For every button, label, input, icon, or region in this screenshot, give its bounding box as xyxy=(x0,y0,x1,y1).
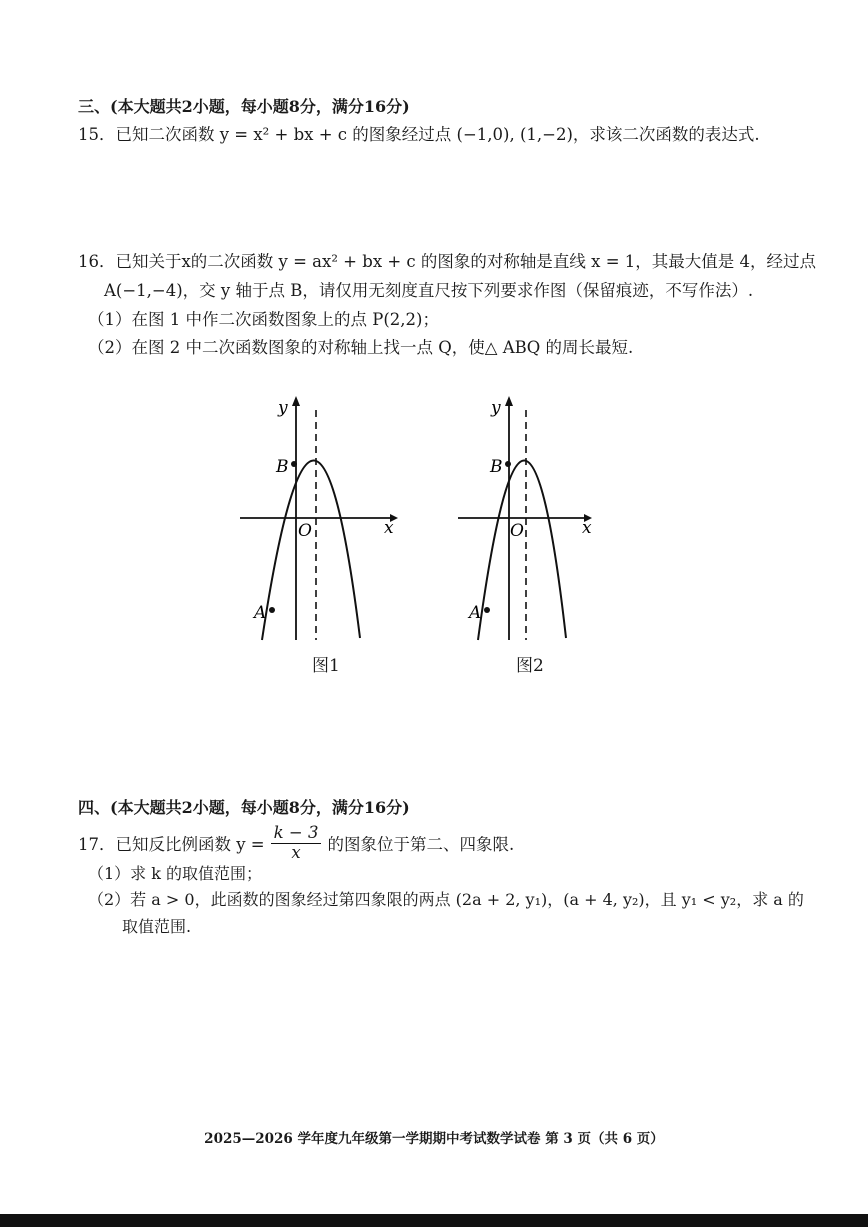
origin-label: O xyxy=(510,521,524,541)
page-footer: 2025—2026 学年度九年级第一学期期中考试数学试卷 第 3 页（共 6 页） xyxy=(204,1131,664,1147)
point-b-dot xyxy=(291,461,297,467)
question-17-prefix: 17．已知反比例函数 y = xyxy=(78,835,265,855)
point-a-label: A xyxy=(469,603,482,623)
section-three-header: 三、(本大题共2小题，每小题8分，满分16分) xyxy=(78,97,410,116)
question-16-line-1: 16．已知关于x的二次函数 y = ax² + bx + c 的图象的对称轴是直线 x = 1，其最大值是 4，经过点 xyxy=(78,252,817,271)
figure-2-caption: 图2 xyxy=(516,656,544,676)
fraction xyxy=(271,824,322,863)
y-axis-arrow xyxy=(505,396,513,406)
point-b-dot xyxy=(505,461,511,467)
point-b-label: B xyxy=(276,457,289,477)
question-17-line xyxy=(78,824,514,863)
question-17-part-1: （1）求 k 的取值范围； xyxy=(88,864,263,883)
point-b-label: B xyxy=(490,457,503,477)
fraction-denominator: x xyxy=(291,842,301,862)
y-axis-label: y xyxy=(491,398,501,418)
question-16-part-1: （1）在图 1 中作二次函数图象上的点 P(2,2)； xyxy=(88,310,439,329)
question-16-line-2: A(−1,−4)，交 y 轴于点 B，请仅用无刻度直尺按下列要求作图（保留痕迹，不写作法）. xyxy=(104,281,754,300)
y-axis-arrow xyxy=(292,396,300,406)
question-17-suffix: 的图象位于第二、四象限. xyxy=(327,835,515,855)
figure-2-graph xyxy=(450,390,620,650)
point-a-label: A xyxy=(254,603,267,623)
question-15-text: 15．已知二次函数 y = x² + bx + c 的图象经过点 (−1,0), (1,−2)，求该二次函数的表达式. xyxy=(78,125,760,144)
parabola-curve xyxy=(478,460,566,640)
section-four-header: 四、(本大题共2小题，每小题8分，满分16分) xyxy=(78,798,410,817)
y-axis-label: y xyxy=(278,398,288,418)
question-17-part-2-line-2: 取值范围. xyxy=(122,917,192,936)
x-axis-label: x xyxy=(582,518,592,538)
x-axis-label: x xyxy=(384,518,394,538)
point-a-dot xyxy=(484,607,490,613)
figure-1-caption: 图1 xyxy=(312,656,340,676)
question-17-part-2-line-1: （2）若 a > 0，此函数的图象经过第四象限的两点 (2a + 2, y₁)，(a + 4, y₂)，且 y₁ < y₂，求 a 的 xyxy=(88,890,804,909)
scan-bottom-border xyxy=(0,1214,868,1227)
parabola-curve xyxy=(262,460,360,640)
origin-label: O xyxy=(298,521,312,541)
figure-1-graph xyxy=(230,390,400,650)
fraction-numerator: k − 3 xyxy=(271,824,322,844)
question-16-part-2: （2）在图 2 中二次函数图象的对称轴上找一点 Q，使△ ABQ 的周长最短. xyxy=(88,338,634,357)
point-a-dot xyxy=(269,607,275,613)
